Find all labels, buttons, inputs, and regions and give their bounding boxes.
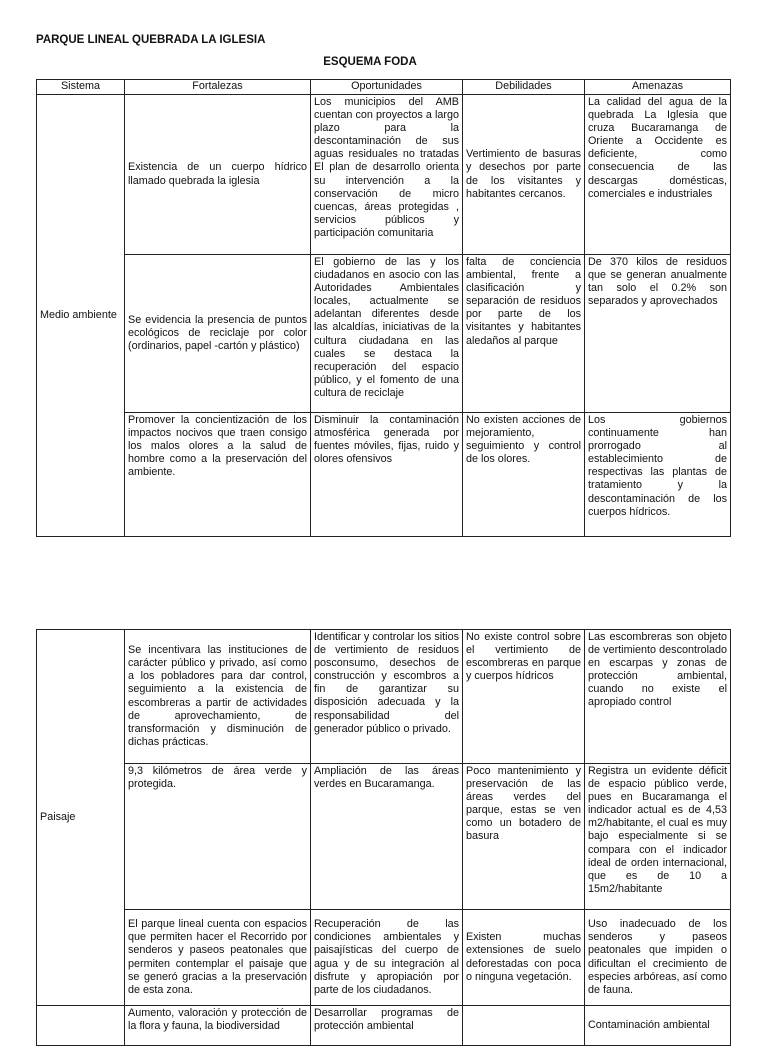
amenazas-cell: Los gobiernos continuamente han prorrogado al establecimiento de respectivas las plantas de tratamiento y la descontaminación de los cuerpos hídricos.: [585, 413, 731, 537]
oportunidades-cell: Los municipios del AMB cuentan con proyectos a largo plazo para la descontaminación de sus aguas residuales no tratadas El plan de desarrollo orienta su intervención a la conservación de micro cuencas, áreas protegidas , servicios públicos y participación comunitaria: [311, 95, 463, 255]
fortalezas-cell: El parque lineal cuenta con espacios que permiten hacer el Recorrido por senderos y paseos peatonales que permiten contemplar el paisaje que se generó gracias a la preservación de esta zona.: [125, 910, 311, 1006]
fortalezas-cell: Aumento, valoración y protección de la flora y fauna, la biodiversidad: [125, 1006, 311, 1046]
document-subtitle: ESQUEMA FODA: [323, 56, 417, 68]
table-row: [37, 764, 731, 910]
debilidades-cell: No existe control sobre el vertimiento de escombreras en parque y cuerpos hídricos: [463, 630, 585, 764]
amenazas-cell: Registra un evidente déficit de espacio público verde, pues en Bucaramanga el indicador actual es de 4,53 m2/habitante, el cual es muy bajo especialmente si se compara con el indicador ideal de orden internacional, que es de 10 a 15m2/habitante: [585, 764, 731, 910]
table-row: [37, 413, 731, 537]
header-fortalezas: Fortalezas: [125, 80, 311, 95]
table-row: [37, 95, 731, 255]
amenazas-cell: Contaminación ambiental: [585, 1006, 731, 1046]
debilidades-cell: [463, 1006, 585, 1046]
table-row: [37, 630, 731, 764]
sistema-cell: Paisaje: [37, 630, 125, 1006]
oportunidades-cell: Identificar y controlar los sitios de vertimiento de residuos posconsumo, desechos de construcción y escombros a fin de garantizar su disposición adecuada y la responsabilidad del generador público o privado.: [311, 630, 463, 764]
foda-table-medio-ambiente: [36, 79, 731, 537]
table-row: [37, 1006, 731, 1046]
amenazas-cell: Uso inadecuado de los senderos y paseos peatonales que impiden o dificultan el crecimiento de especies arbóreas, así como de fauna.: [585, 910, 731, 1006]
debilidades-cell: Vertimiento de basuras y desechos por parte de los visitantes y habitantes cercanos.: [463, 95, 585, 255]
header-debilidades: Debilidades: [463, 80, 585, 95]
amenazas-cell: La calidad del agua de la quebrada La Iglesia que cruza Bucaramanga de Oriente a Occidente es deficiente, como consecuencia de las descargas domésticas, comerciales e industriales: [585, 95, 731, 255]
table-row: [37, 255, 731, 413]
oportunidades-cell: Disminuir la contaminación atmosférica generada por fuentes móviles, fijas, ruido y olores ofensivos: [311, 413, 463, 537]
fortalezas-cell: 9,3 kilómetros de área verde y protegida.: [125, 764, 311, 910]
debilidades-cell: Poco mantenimiento y preservación de las áreas verdes del parque, estas se ven como un botadero de basura: [463, 764, 585, 910]
sistema-cell-empty: [37, 1006, 125, 1046]
document-title: PARQUE LINEAL QUEBRADA LA IGLESIA: [36, 34, 266, 46]
debilidades-cell: No existen acciones de mejoramiento, seguimiento y control de los olores.: [463, 413, 585, 537]
oportunidades-cell: El gobierno de las y los ciudadanos en asocio con las Autoridades Ambientales locales, actualmente se adelantan diferentes desde las alcaldías, iniciativas de la cultura ciudadana en las cuales se destaca la recuperación del espacio público, y el fomento de una cultura de reciclaje: [311, 255, 463, 413]
debilidades-cell: Existen muchas extensiones de suelo deforestadas con poca o ninguna vegetación.: [463, 910, 585, 1006]
oportunidades-cell: Recuperación de las condiciones ambientales y paisajísticas del cuerpo de agua y de su integración al disfrute y apropiación por parte de los ciudadanos.: [311, 910, 463, 1006]
header-sistema: Sistema: [37, 80, 125, 95]
sistema-cell: Medio ambiente: [37, 95, 125, 537]
foda-table-paisaje: [36, 629, 731, 1046]
oportunidades-cell: Desarrollar programas de protección ambiental: [311, 1006, 463, 1046]
fortalezas-cell: Se incentivara las instituciones de carácter público y privado, así como a los pobladores para dar control, seguimiento a la existencia de escombreras a partir de actividades de aprovechamiento, de transformación y disminución de dichas prácticas.: [125, 630, 311, 764]
fortalezas-cell: Promover la concientización de los impactos nocivos que traen consigo los malos olores a la salud de hombre como a la preservación del ambiente.: [125, 413, 311, 537]
fortalezas-cell: Existencia de un cuerpo hídrico llamado quebrada la iglesia: [125, 95, 311, 255]
table-header-row: [37, 80, 731, 95]
amenazas-cell: Las escombreras son objeto de vertimiento descontrolado en escarpas y zonas de protección ambiental, cuando no existe el apropiado control: [585, 630, 731, 764]
amenazas-cell: De 370 kilos de residuos que se generan anualmente tan solo el 0.2% son separados y aprovechados: [585, 255, 731, 413]
header-oportunidades: Oportunidades: [311, 80, 463, 95]
table-row: [37, 910, 731, 1006]
fortalezas-cell: Se evidencia la presencia de puntos ecológicos de reciclaje por color (ordinarios, papel -cartón y plástico): [125, 255, 311, 413]
header-amenazas: Amenazas: [585, 80, 731, 95]
oportunidades-cell: Ampliación de las áreas verdes en Bucaramanga.: [311, 764, 463, 910]
debilidades-cell: falta de conciencia ambiental, frente a clasificación y separación de residuos por parte de los visitantes y habitantes aledaños al parque: [463, 255, 585, 413]
